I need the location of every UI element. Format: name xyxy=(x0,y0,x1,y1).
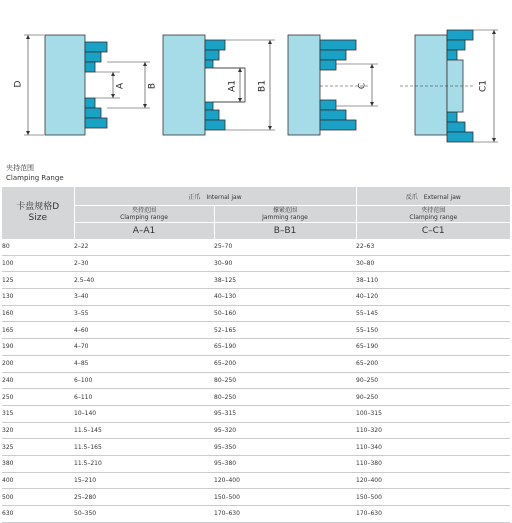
cell-c-c1: 110–380 xyxy=(356,455,510,472)
dimension-b1-arrow-top xyxy=(268,40,272,44)
clamping-range-table xyxy=(2,187,510,523)
cell-size: 380 xyxy=(2,455,74,472)
jaw-step xyxy=(320,60,336,70)
cell-b-b1: 80–250 xyxy=(214,372,356,389)
dimension-a-arrow-top xyxy=(111,72,115,76)
cell-a-a1: 11.5–210 xyxy=(74,455,214,472)
chuck-body xyxy=(45,35,85,135)
cell-c-c1: 150–500 xyxy=(356,489,510,506)
chuck-body xyxy=(163,35,205,135)
clamping-range-header xyxy=(74,206,214,223)
cell-b-b1: 95–315 xyxy=(214,405,356,422)
cell-size: 250 xyxy=(2,389,74,406)
cell-b-b1: 38–125 xyxy=(214,272,356,289)
cell-size: 320 xyxy=(2,422,74,439)
cell-size: 240 xyxy=(2,372,74,389)
jaw-step xyxy=(205,50,219,60)
dimension-d-arrow-bottom xyxy=(26,131,30,135)
label-b1: B1 xyxy=(257,80,268,92)
cell-b-b1: 65–190 xyxy=(214,339,356,356)
table-row xyxy=(2,389,510,406)
clamping-range-en: Clamping range xyxy=(120,214,168,221)
cell-a-a1: 2–30 xyxy=(74,255,214,272)
cell-b-b1: 80–250 xyxy=(214,389,356,406)
external-clamping-range-en: Clamping range xyxy=(409,214,458,221)
cell-c-c1: 38–110 xyxy=(356,272,510,289)
external-jaw-header: 反爪 External jaw xyxy=(356,187,510,206)
cell-b-b1: 95–350 xyxy=(214,439,356,456)
cell-size: 200 xyxy=(2,355,74,372)
jaw-step xyxy=(447,132,473,142)
chuck-body xyxy=(288,35,320,135)
cell-c-c1: 100–315 xyxy=(356,405,510,422)
table-row xyxy=(2,289,510,306)
cell-c-c1: 65–190 xyxy=(356,339,510,356)
jaw-step xyxy=(85,108,101,118)
column-a-a1: A–A1 xyxy=(74,223,214,240)
label-b: B xyxy=(147,82,158,90)
cell-size: 100 xyxy=(2,255,74,272)
table-row xyxy=(2,405,510,422)
cell-size: 190 xyxy=(2,339,74,356)
cell-c-c1: 55–150 xyxy=(356,322,510,339)
dimension-d-arrow-top xyxy=(26,35,30,39)
table-row xyxy=(2,472,510,489)
jamming-range-header xyxy=(214,206,356,223)
cell-a-a1: 4–70 xyxy=(74,339,214,356)
cell-c-c1: 30–80 xyxy=(356,255,510,272)
cell-a-a1: 11.5–165 xyxy=(74,439,214,456)
size-header xyxy=(2,187,74,239)
figure-clamping-a1-b1 xyxy=(163,35,275,135)
table-row xyxy=(2,239,510,255)
jaw-step xyxy=(320,40,356,50)
cell-c-c1: 65–200 xyxy=(356,355,510,372)
jaw-step xyxy=(447,122,465,132)
cell-a-a1: 6–100 xyxy=(74,372,214,389)
cell-c-c1: 110–340 xyxy=(356,439,510,456)
cell-b-b1: 120–400 xyxy=(214,472,356,489)
cell-b-b1: 65–200 xyxy=(214,355,356,372)
jaw-step xyxy=(85,118,107,128)
chuck-body xyxy=(415,35,447,135)
cell-a-a1: 2–22 xyxy=(74,239,214,255)
dimension-c1-arrow-top xyxy=(492,30,496,34)
dimension-b-arrow-bottom xyxy=(143,104,147,108)
cell-a-a1: 25–280 xyxy=(74,489,214,506)
figure-clamping-a-b xyxy=(14,35,158,135)
cell-size: 630 xyxy=(2,506,74,523)
jaw-step xyxy=(320,100,336,110)
dimension-b1-arrow-bottom xyxy=(268,126,272,130)
column-c-c1: C–C1 xyxy=(356,223,510,240)
cell-b-b1: 150–500 xyxy=(214,489,356,506)
jaw-step xyxy=(85,42,107,52)
label-a1: A1 xyxy=(227,80,238,92)
cell-a-a1: 11.5–145 xyxy=(74,422,214,439)
table-row xyxy=(2,305,510,322)
figure-jamming-c xyxy=(288,35,378,135)
size-header-zh: 卡盘规格D xyxy=(16,202,60,212)
dimension-a-arrow-bottom xyxy=(111,94,115,98)
cell-b-b1: 95–380 xyxy=(214,455,356,472)
jaw-step xyxy=(447,50,457,60)
cell-c-c1: 22–63 xyxy=(356,239,510,255)
jaw-step xyxy=(205,110,219,120)
cell-size: 80 xyxy=(2,239,74,255)
table-row xyxy=(2,489,510,506)
dimension-c-arrow-bottom xyxy=(370,102,374,106)
table-row xyxy=(2,255,510,272)
external-clamping-range-header xyxy=(356,206,510,223)
jaw-step xyxy=(320,50,346,60)
cell-size: 160 xyxy=(2,305,74,322)
cell-a-a1: 15–210 xyxy=(74,472,214,489)
table-row xyxy=(2,422,510,439)
cell-b-b1: 50–160 xyxy=(214,305,356,322)
dimension-b-arrow-top xyxy=(143,62,147,66)
cell-c-c1: 120–400 xyxy=(356,472,510,489)
cell-a-a1: 3–55 xyxy=(74,305,214,322)
jaw-step xyxy=(447,40,465,50)
label-d: D xyxy=(13,80,24,88)
label-c1: C1 xyxy=(478,79,489,93)
internal-jaw-header: 正爪 Internal jaw xyxy=(74,187,356,206)
table-row xyxy=(2,372,510,389)
cell-a-a1: 3–40 xyxy=(74,289,214,306)
cell-size: 400 xyxy=(2,472,74,489)
jamming-range-zh: 撑紧范围 xyxy=(273,207,298,214)
cell-c-c1: 90–250 xyxy=(356,389,510,406)
clamping-range-diagram xyxy=(0,0,512,160)
cell-a-a1: 50–350 xyxy=(74,506,214,523)
table-row xyxy=(2,355,510,372)
table-row xyxy=(2,322,510,339)
table-body xyxy=(2,239,510,522)
cell-a-a1: 4–85 xyxy=(74,355,214,372)
clamping-range-zh: 夹持范围 xyxy=(131,207,156,214)
table-row xyxy=(2,439,510,456)
table-row xyxy=(2,455,510,472)
jaw-step xyxy=(447,112,457,122)
cell-b-b1: 25–70 xyxy=(214,239,356,255)
caption-zh: 夹持范围 xyxy=(6,164,34,172)
cell-b-b1: 52–165 xyxy=(214,322,356,339)
table-row xyxy=(2,506,510,523)
cell-size: 165 xyxy=(2,322,74,339)
cell-c-c1: 110–320 xyxy=(356,422,510,439)
caption-en: Clamping Range xyxy=(6,174,64,182)
dimension-c-arrow-top xyxy=(370,64,374,68)
label-a: A xyxy=(115,82,126,90)
workpiece xyxy=(205,68,245,102)
cell-size: 315 xyxy=(2,405,74,422)
column-b-b1: B–B1 xyxy=(214,223,356,240)
cell-b-b1: 95–320 xyxy=(214,422,356,439)
cell-b-b1: 40–130 xyxy=(214,289,356,306)
jaw-step xyxy=(320,120,356,130)
dimension-c1-arrow-bottom xyxy=(492,138,496,142)
cell-c-c1: 40–120 xyxy=(356,289,510,306)
jaw-step xyxy=(85,62,95,72)
cell-a-a1: 6–110 xyxy=(74,389,214,406)
cell-c-c1: 90–250 xyxy=(356,372,510,389)
cell-b-b1: 30–90 xyxy=(214,255,356,272)
cell-size: 125 xyxy=(2,272,74,289)
external-clamping-range-zh: 夹持范围 xyxy=(421,207,446,214)
jaw-step xyxy=(85,52,101,62)
jaw-step xyxy=(85,98,95,108)
cell-a-a1: 4–60 xyxy=(74,322,214,339)
cell-a-a1: 2.5–40 xyxy=(74,272,214,289)
jaw-step xyxy=(320,110,346,120)
jaw-step xyxy=(447,30,473,40)
cell-a-a1: 10–140 xyxy=(74,405,214,422)
cell-size: 325 xyxy=(2,439,74,456)
table-row xyxy=(2,272,510,289)
figure-external-c1 xyxy=(400,30,498,142)
cell-size: 500 xyxy=(2,489,74,506)
label-c: C xyxy=(357,82,368,90)
jaw-step xyxy=(205,120,225,130)
clamping-range-caption xyxy=(6,163,64,183)
cell-c-c1: 170–630 xyxy=(356,506,510,523)
cell-b-b1: 170–630 xyxy=(214,506,356,523)
cell-c-c1: 55–145 xyxy=(356,305,510,322)
jaw-step xyxy=(205,40,225,50)
table-row xyxy=(2,339,510,356)
size-header-en: Size xyxy=(28,213,47,223)
cell-size: 130 xyxy=(2,289,74,306)
jamming-range-en: Jamming range xyxy=(262,214,308,221)
